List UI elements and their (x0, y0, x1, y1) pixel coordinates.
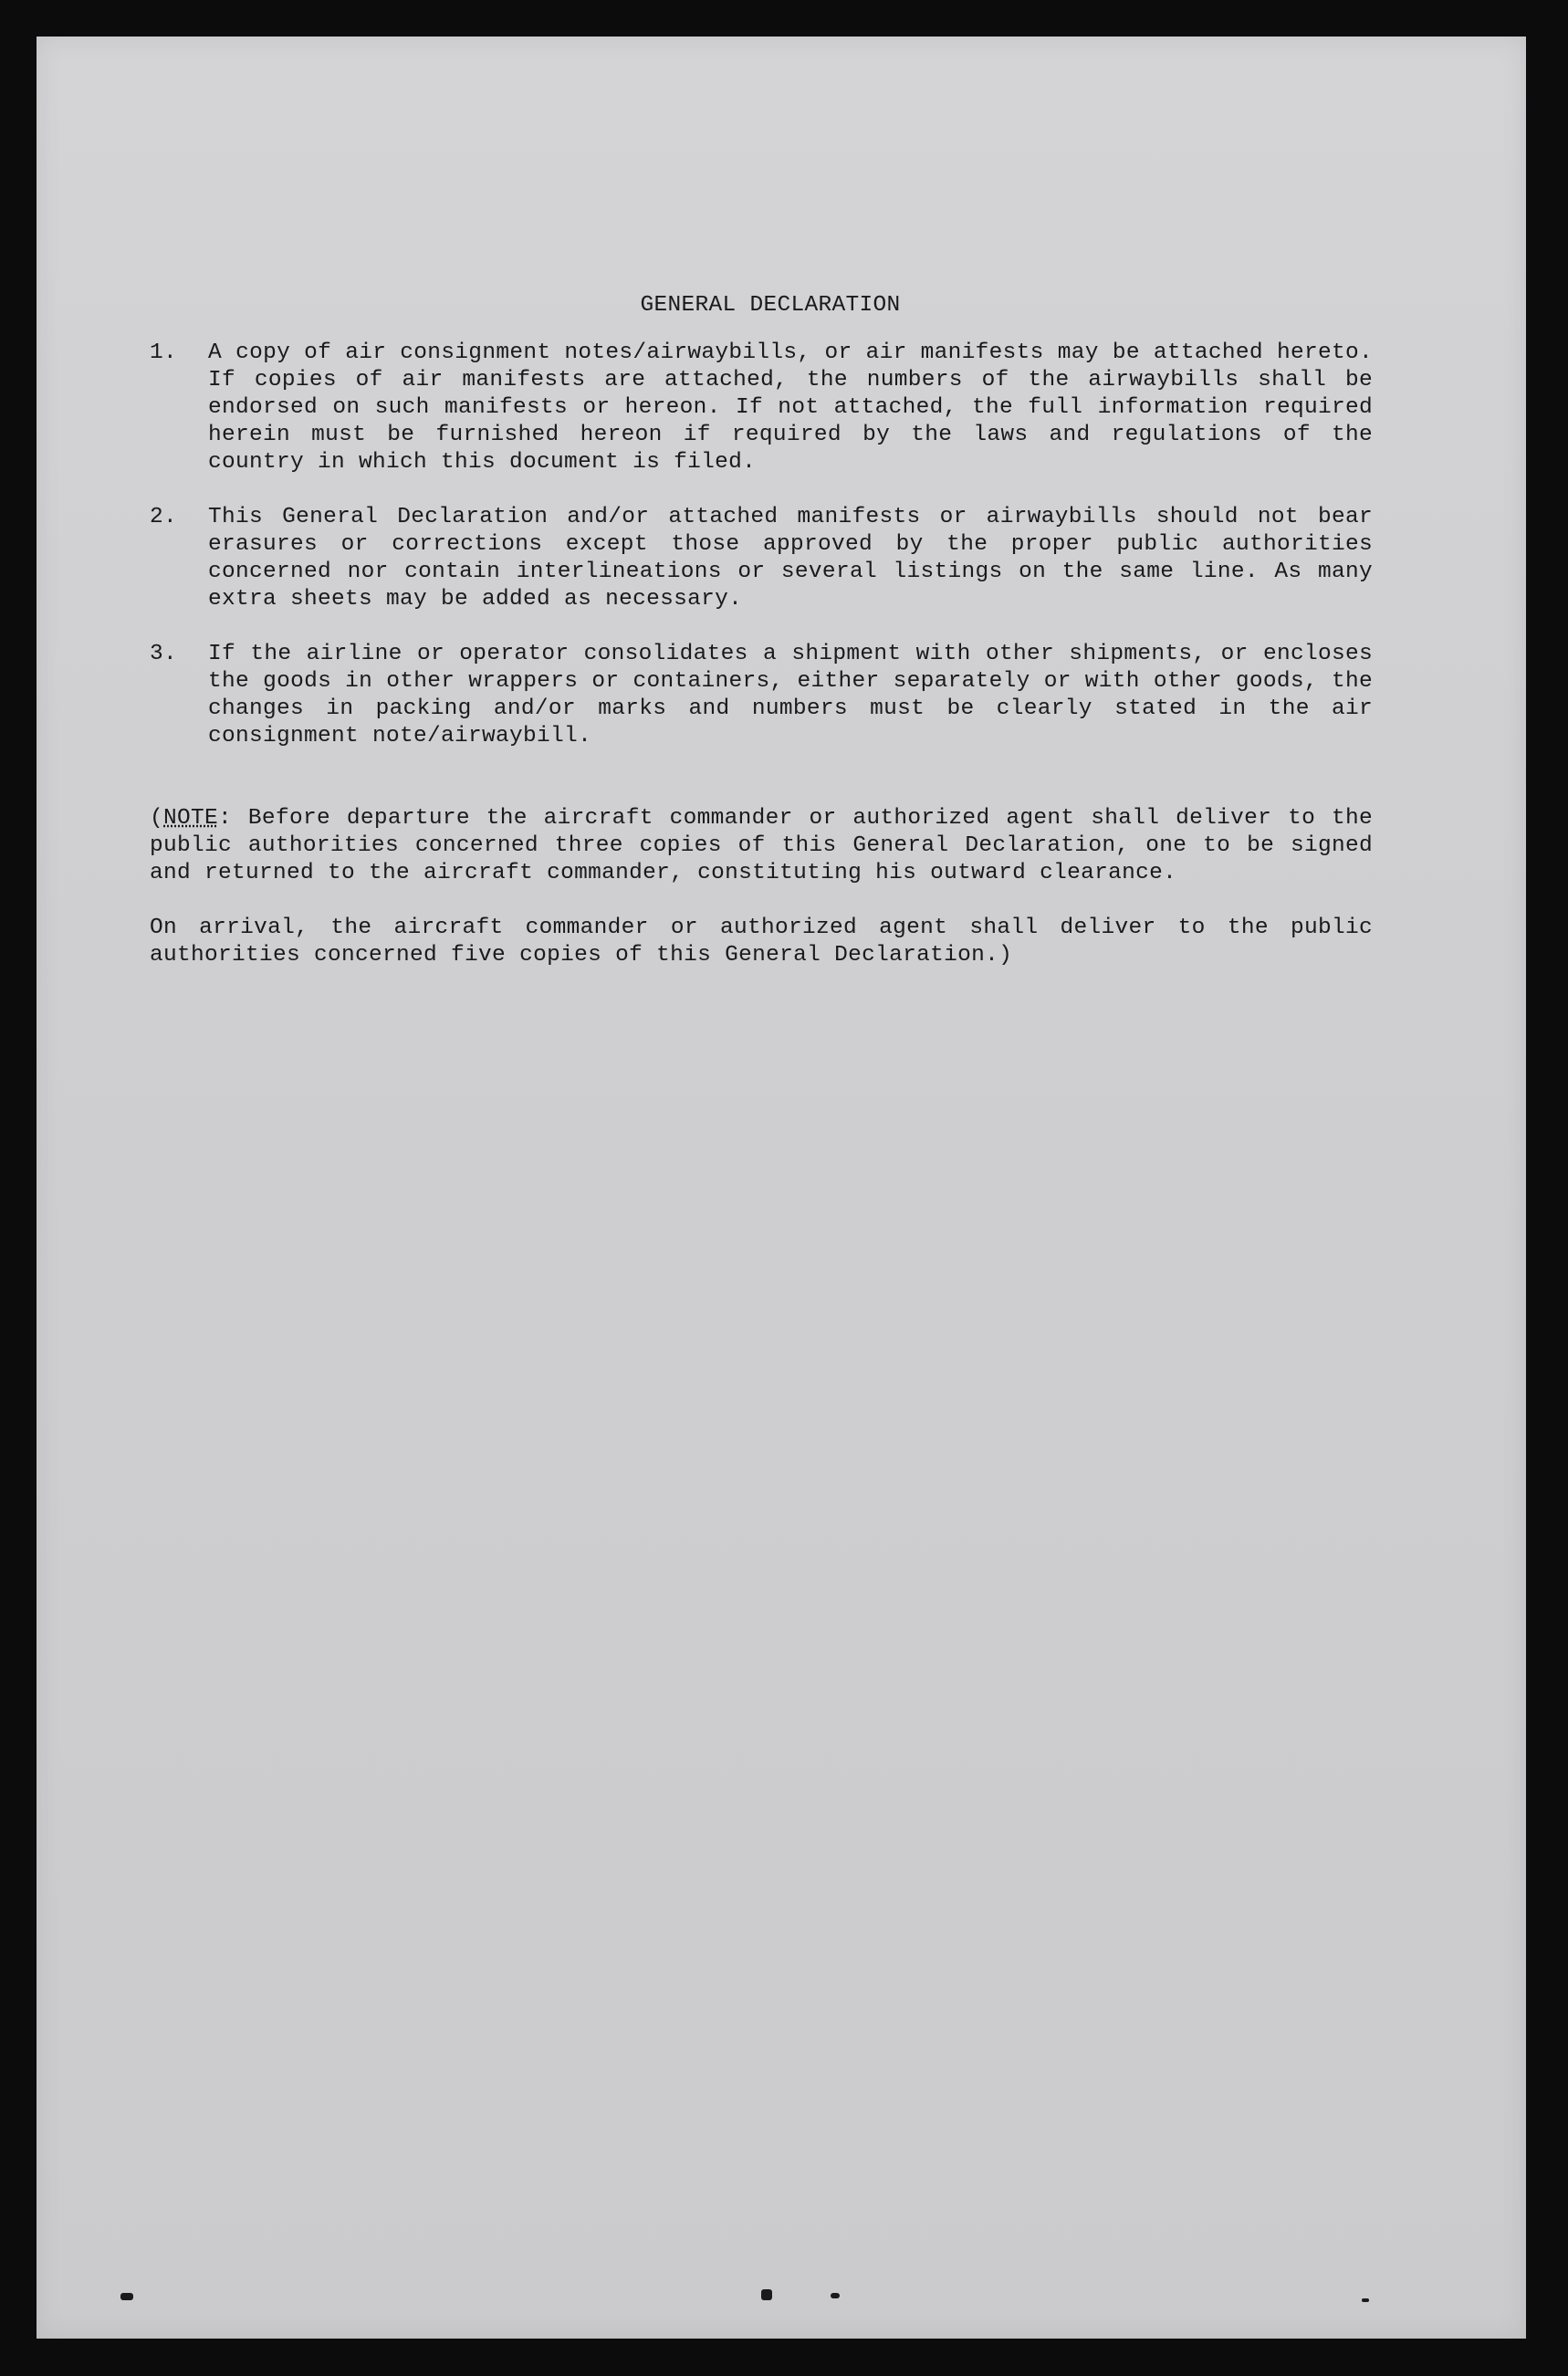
note-text: : Before departure the aircraft commander or authorized agent shall deliver to the public authorities concerned three copies of this General Declaration, one to be signed and returned to the aircraft commander, constituting his outward clearance. (150, 806, 1373, 885)
arrival-paragraph: On arrival, the aircraft commander or authorized agent shall deliver to the public authorities concerned five copies of this General Declaration.) (150, 916, 1373, 968)
instruction-item-2 (150, 504, 1373, 613)
note-paragraph (150, 805, 1373, 887)
document-page (37, 37, 1526, 2339)
instruction-item-3 (150, 641, 1373, 750)
item-number: 1. (150, 340, 178, 365)
item-text: If the airline or operator consolidates a shipment with other shipments, or encloses the goods in other wrappers or containers, either separately or with other goods, the changes in packing and/or marks and numbers must be clearly stated in the air consignment note/airwaybill. (208, 642, 1373, 748)
note-label: NOTE (163, 806, 219, 831)
note-open-paren: ( (150, 806, 164, 831)
instruction-item-1 (150, 340, 1373, 476)
scan-speck-mark (120, 2293, 133, 2300)
document-title: GENERAL DECLARATION (640, 293, 901, 318)
scan-speck-mark (831, 2293, 840, 2298)
item-number: 2. (150, 505, 178, 529)
item-text: A copy of air consignment notes/airwaybills, or air manifests may be attached hereto. If copies of air manifests are attached, the numbers of the airwaybills shall be endorsed on such manifests or hereon. If not attached, the full information required herein must be furnished hereon if required by the laws and regulations of the country in which this document is filed. (208, 340, 1373, 475)
item-text: This General Declaration and/or attached manifests or airwaybills should not bear erasures or corrections except those approved by the proper public authorities concerned nor contain interlineations or several listings on the same line. As many extra sheets may be added as necessary. (208, 505, 1373, 612)
scan-speck-mark (761, 2289, 772, 2300)
item-number: 3. (150, 642, 178, 666)
document-body (150, 292, 1373, 969)
scan-speck-mark (1362, 2298, 1369, 2302)
